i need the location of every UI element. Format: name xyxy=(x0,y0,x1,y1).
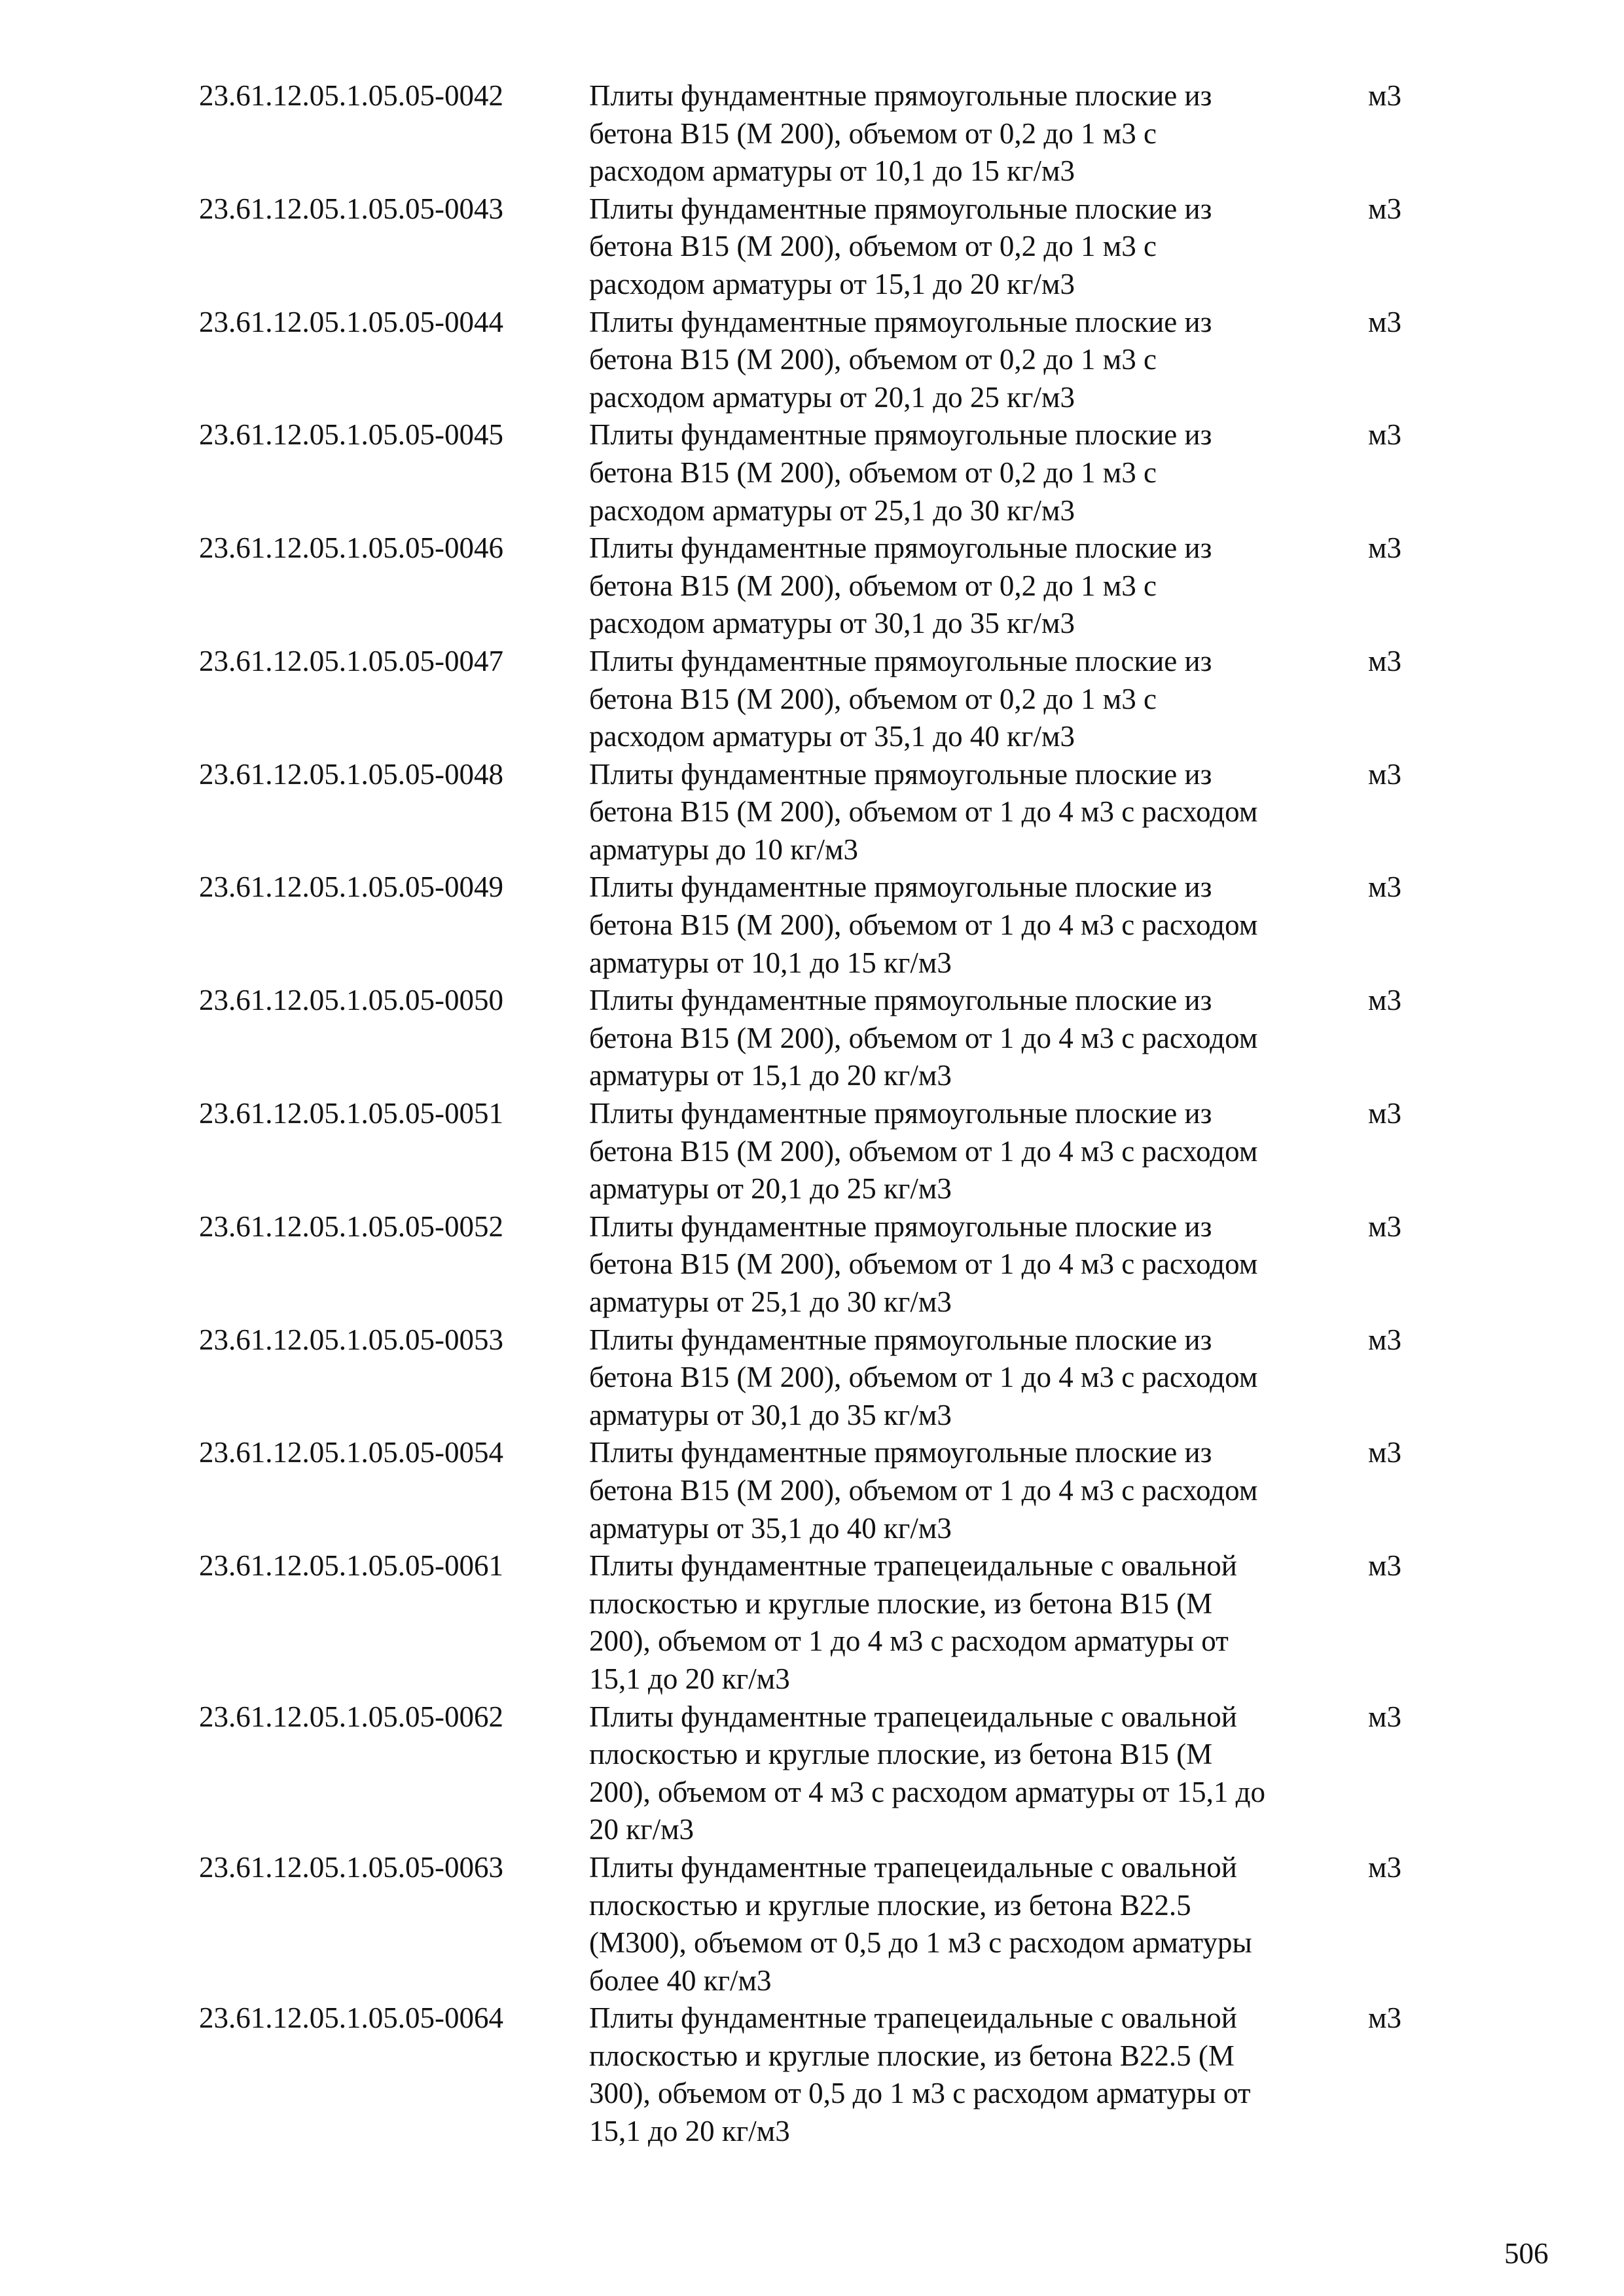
row-description: Плиты фундаментные прямоугольные плоские из бетона В15 (М 200), объемом от 0,2 до 1 м3 с расходом арматуры от 25,1 до 30 кг/м3 xyxy=(589,418,1212,527)
row-code: 23.61.12.05.1.05.05-0052 xyxy=(199,1210,503,1243)
row-unit: м3 xyxy=(1368,192,1401,225)
row-code: 23.61.12.05.1.05.05-0062 xyxy=(199,1700,503,1733)
row-unit: м3 xyxy=(1368,1700,1401,1733)
row-code: 23.61.12.05.1.05.05-0049 xyxy=(199,870,503,904)
row-description: Плиты фундаментные прямоугольные плоские из бетона В15 (М 200), объемом от 1 до 4 м3 с расходом арматуры от 20,1 до 25 кг/м3 xyxy=(589,1097,1258,1206)
table-row xyxy=(199,1321,1443,1435)
row-description: Плиты фундаментные трапецеидальные с овальной плоскостью и круглые плоские, из бетона В22.5 (М 300), объемом от 0,5 до 1 м3 с расходом арматуры от 15,1 до 20 кг/м3 xyxy=(589,2001,1251,2148)
row-unit: м3 xyxy=(1368,1210,1401,1243)
row-description: Плиты фундаментные прямоугольные плоские из бетона В15 (М 200), объемом от 1 до 4 м3 с расходом арматуры от 25,1 до 30 кг/м3 xyxy=(589,1210,1258,1318)
row-description: Плиты фундаментные прямоугольные плоские из бетона В15 (М 200), объемом от 1 до 4 м3 с расходом арматуры от 35,1 до 40 кг/м3 xyxy=(589,1436,1258,1545)
page-number: 506 xyxy=(1504,2237,1549,2270)
row-code: 23.61.12.05.1.05.05-0064 xyxy=(199,2001,503,2035)
row-code: 23.61.12.05.1.05.05-0063 xyxy=(199,1850,503,1884)
row-unit: м3 xyxy=(1368,644,1401,677)
row-unit: м3 xyxy=(1368,870,1401,904)
row-code: 23.61.12.05.1.05.05-0054 xyxy=(199,1436,503,1469)
table-row xyxy=(199,1208,1443,1321)
row-code: 23.61.12.05.1.05.05-0050 xyxy=(199,984,503,1017)
row-description: Плиты фундаментные прямоугольные плоские из бетона В15 (М 200), объемом от 0,2 до 1 м3 с расходом арматуры от 15,1 до 20 кг/м3 xyxy=(589,192,1212,300)
row-description: Плиты фундаментные прямоугольные плоские из бетона В15 (М 200), объемом от 1 до 4 м3 с расходом арматуры от 30,1 до 35 кг/м3 xyxy=(589,1323,1258,1431)
row-code: 23.61.12.05.1.05.05-0046 xyxy=(199,531,503,565)
row-unit: м3 xyxy=(1368,1323,1401,1356)
table-row xyxy=(199,1849,1443,2000)
table-row xyxy=(199,190,1443,304)
table-row xyxy=(199,869,1443,982)
table-row xyxy=(199,1698,1443,1849)
row-description: Плиты фундаментные трапецеидальные с овальной плоскостью и круглые плоские, из бетона В15 (М 200), объемом от 4 м3 с расходом арматуры от 15,1 до 20 кг/м3 xyxy=(589,1700,1266,1846)
row-code: 23.61.12.05.1.05.05-0051 xyxy=(199,1097,503,1130)
table-row xyxy=(199,1434,1443,1547)
row-unit: м3 xyxy=(1368,757,1401,791)
row-unit: м3 xyxy=(1368,984,1401,1017)
row-description: Плиты фундаментные трапецеидальные с овальной плоскостью и круглые плоские, из бетона В22.5 (М300), объемом от 0,5 до 1 м3 с расходом арматуры более 40 кг/м3 xyxy=(589,1850,1252,1997)
row-description: Плиты фундаментные прямоугольные плоские из бетона В15 (М 200), объемом от 0,2 до 1 м3 с расходом арматуры от 35,1 до 40 кг/м3 xyxy=(589,644,1212,753)
table-row xyxy=(199,643,1443,756)
row-code: 23.61.12.05.1.05.05-0047 xyxy=(199,644,503,677)
table-row xyxy=(199,1547,1443,1698)
row-description: Плиты фундаментные трапецеидальные с овальной плоскостью и круглые плоские, из бетона В15 (М 200), объемом от 1 до 4 м3 с расходом арматуры от 15,1 до 20 кг/м3 xyxy=(589,1549,1237,1695)
table-row xyxy=(199,304,1443,417)
row-unit: м3 xyxy=(1368,2001,1401,2035)
row-code: 23.61.12.05.1.05.05-0053 xyxy=(199,1323,503,1356)
table-row xyxy=(199,416,1443,529)
row-description: Плиты фундаментные прямоугольные плоские из бетона В15 (М 200), объемом от 1 до 4 м3 с расходом арматуры до 10 кг/м3 xyxy=(589,757,1258,866)
row-description: Плиты фундаментные прямоугольные плоские из бетона В15 (М 200), объемом от 1 до 4 м3 с расходом арматуры от 15,1 до 20 кг/м3 xyxy=(589,984,1258,1092)
row-description: Плиты фундаментные прямоугольные плоские из бетона В15 (М 200), объемом от 0,2 до 1 м3 с расходом арматуры от 10,1 до 15 кг/м3 xyxy=(589,79,1212,188)
row-unit: м3 xyxy=(1368,79,1401,112)
row-unit: м3 xyxy=(1368,531,1401,565)
table-row xyxy=(199,2000,1443,2150)
row-code: 23.61.12.05.1.05.05-0045 xyxy=(199,418,503,452)
table-row xyxy=(199,1095,1443,1208)
row-unit: м3 xyxy=(1368,1097,1401,1130)
row-unit: м3 xyxy=(1368,1436,1401,1469)
row-code: 23.61.12.05.1.05.05-0048 xyxy=(199,757,503,791)
row-code: 23.61.12.05.1.05.05-0061 xyxy=(199,1549,503,1583)
table-row xyxy=(199,982,1443,1095)
row-unit: м3 xyxy=(1368,418,1401,452)
row-code: 23.61.12.05.1.05.05-0042 xyxy=(199,79,503,112)
row-unit: м3 xyxy=(1368,1549,1401,1583)
price-table xyxy=(199,77,1443,2151)
table-row xyxy=(199,77,1443,190)
row-description: Плиты фундаментные прямоугольные плоские из бетона В15 (М 200), объемом от 0,2 до 1 м3 с расходом арматуры от 30,1 до 35 кг/м3 xyxy=(589,531,1212,640)
table-row xyxy=(199,756,1443,869)
row-unit: м3 xyxy=(1368,305,1401,338)
row-description: Плиты фундаментные прямоугольные плоские из бетона В15 (М 200), объемом от 0,2 до 1 м3 с расходом арматуры от 20,1 до 25 кг/м3 xyxy=(589,305,1212,414)
row-code: 23.61.12.05.1.05.05-0044 xyxy=(199,305,503,338)
row-unit: м3 xyxy=(1368,1850,1401,1884)
row-description: Плиты фундаментные прямоугольные плоские из бетона В15 (М 200), объемом от 1 до 4 м3 с расходом арматуры от 10,1 до 15 кг/м3 xyxy=(589,870,1258,979)
table-row xyxy=(199,529,1443,643)
row-code: 23.61.12.05.1.05.05-0043 xyxy=(199,192,503,225)
